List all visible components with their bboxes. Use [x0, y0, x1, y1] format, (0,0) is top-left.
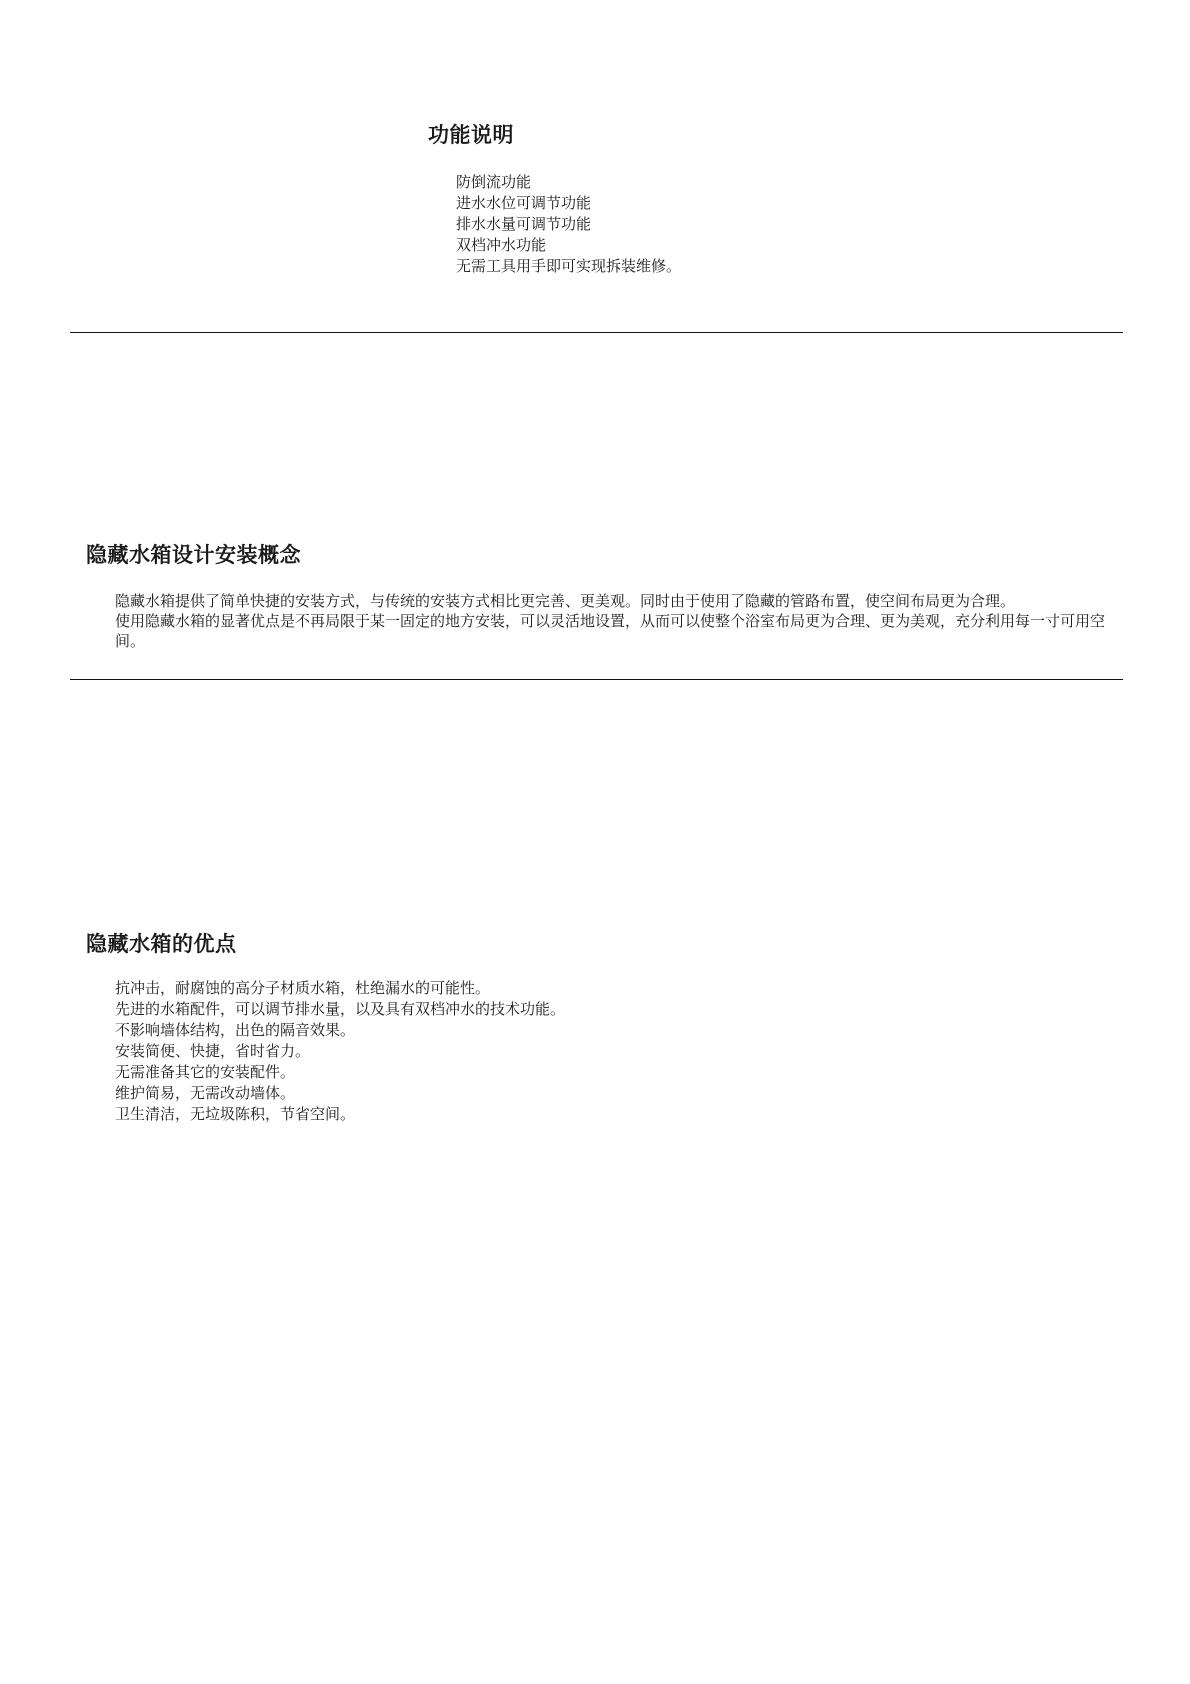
advantages-list — [115, 978, 565, 1125]
list-item: 抗冲击，耐腐蚀的高分子材质水箱，杜绝漏水的可能性。 — [115, 979, 491, 997]
list-item: 安装简便、快捷，省时省力。 — [115, 1042, 311, 1060]
list-item: 无需工具用手即可实现拆装维修。 — [456, 257, 682, 275]
list-item: 无需准备其它的安装配件。 — [115, 1063, 296, 1081]
section-divider — [70, 679, 1123, 680]
paragraph: 使用隐藏水箱的显著优点是不再局限于某一固定的地方安装，可以灵活地设置，从而可以使整个浴室布局更为合理、更为美观，充分利用每一寸可用空间。 — [115, 612, 1106, 650]
list-item: 进水水位可调节功能 — [456, 194, 592, 212]
list-item: 双档冲水功能 — [456, 236, 547, 254]
list-item: 维护简易，无需改动墙体。 — [115, 1084, 296, 1102]
list-item: 先进的水箱配件，可以调节排水量，以及具有双档冲水的技术功能。 — [115, 1000, 566, 1018]
concept-body — [115, 591, 1115, 651]
section-title-advantages: 隐藏水箱的优点 — [86, 932, 237, 956]
paragraph: 隐藏水箱提供了简单快捷的安装方式，与传统的安装方式相比更完善、更美观。同时由于使用了隐藏的管路布置，使空间布局更为合理。 — [115, 592, 1016, 610]
section-title-functions: 功能说明 — [428, 123, 514, 147]
functions-list — [456, 172, 681, 277]
section-title-concept: 隐藏水箱设计安装概念 — [86, 543, 301, 567]
list-item: 不影响墙体结构，出色的隔音效果。 — [115, 1021, 356, 1039]
list-item: 防倒流功能 — [456, 173, 532, 191]
section-divider — [70, 332, 1123, 333]
list-item: 卫生清洁，无垃圾陈积，节省空间。 — [115, 1105, 356, 1123]
list-item: 排水水量可调节功能 — [456, 215, 592, 233]
